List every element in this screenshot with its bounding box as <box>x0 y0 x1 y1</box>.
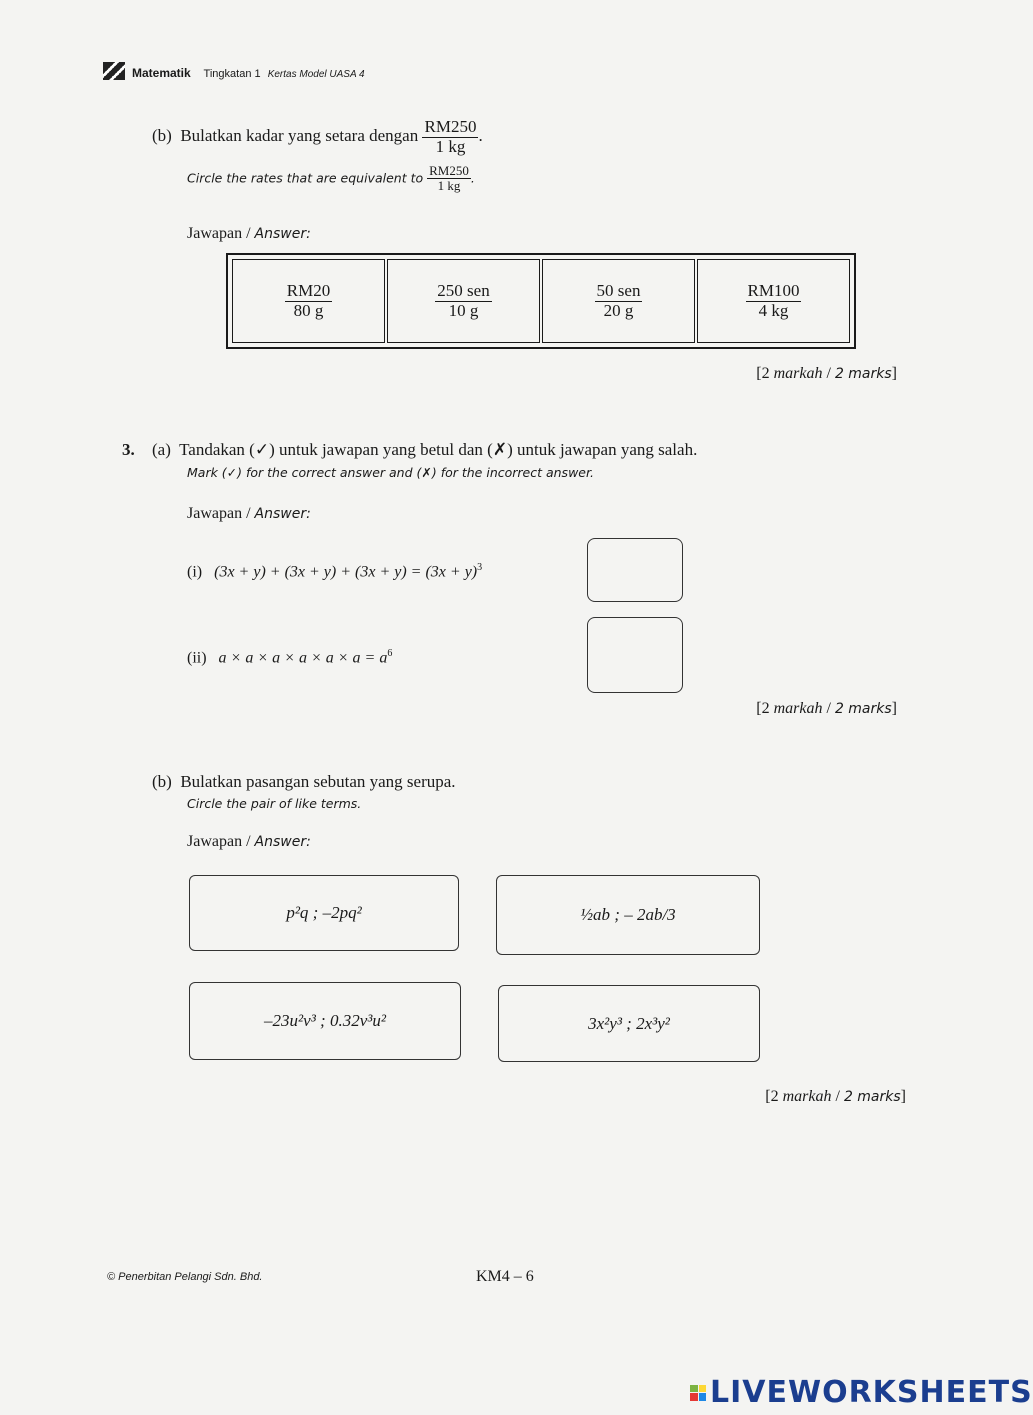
q3a-english-text: Mark (✓) for the correct answer and (✗) for the incorrect answer. <box>187 465 594 480</box>
liveworksheets-icon <box>690 1385 706 1401</box>
q3a-item-i-answer-box[interactable] <box>587 538 683 602</box>
q3-number: 3. <box>122 440 135 459</box>
q3b-marks: [2 markah / 2 marks] <box>765 1088 906 1105</box>
q3a-item-ii: (ii) $a \times a \times a \times a \times a \times a = a^6$ <box>187 648 393 667</box>
rate-option-2[interactable]: $\frac{\text{250 sen}}{10 g}$ <box>387 259 540 343</box>
q2b-marks: [2 markah / 2 marks] <box>756 365 897 382</box>
page-header: Matematik Tingkatan 1 Kertas Model UASA 4 <box>132 66 365 80</box>
q3b-malay-text: (b) Bulatkan pasangan sebutan yang serupa. <box>152 772 456 791</box>
q3a-marks: [2 markah / 2 marks] <box>756 700 897 717</box>
q3a-malay-text: (a) Tandakan (✓) untuk jawapan yang betul dan (✗) untuk jawapan yang salah. <box>152 440 698 459</box>
q2b-answer-label: Jawapan / Answer: <box>187 225 311 242</box>
q3a-answer-label: Jawapan / Answer: <box>187 505 311 522</box>
q2b-rate-fraction-en: $\frac{RM250}{1 kg}$ <box>429 163 469 194</box>
q2b-english-text: Circle the rates that are equivalent to $\frac{RM250}{1 kg}$ . <box>187 163 475 194</box>
q3a-item-i: (i) $(3x + y) + (3x + y) + (3x + y) = (3x + y)^3$ <box>187 562 483 581</box>
q3b-english-text: Circle the pair of like terms. <box>187 796 362 811</box>
copyright: © Penerbitan Pelangi Sdn. Bhd. <box>107 1271 263 1283</box>
q3b-answer-label: Jawapan / Answer: <box>187 833 311 850</box>
page-number: KM4 – 6 <box>476 1268 534 1285</box>
pair-option-4[interactable]: 3x²y³ ; 2x³y² <box>498 985 760 1062</box>
publisher-logo <box>103 62 125 80</box>
rate-option-4[interactable]: $\frac{RM100}{4 kg}$ <box>697 259 850 343</box>
pair-option-1[interactable]: p²q ; –2pq² <box>189 875 459 951</box>
rate-options-table <box>226 253 856 349</box>
rate-option-1[interactable]: $\frac{RM20}{80 g}$ <box>232 259 385 343</box>
pair-option-3[interactable]: –23u²v³ ; 0.32v³u² <box>189 982 461 1060</box>
q2b-rate-fraction: $\frac{RM250}{1 kg}$ <box>424 117 477 156</box>
q3a-item-ii-answer-box[interactable] <box>587 617 683 693</box>
pair-option-2[interactable]: ½ab ; – 2ab/3 <box>496 875 760 955</box>
liveworksheets-logo: LIVEWORKSHEETS <box>690 1375 1033 1410</box>
q2b-malay-text: (b) Bulatkan kadar yang setara dengan $\frac{RM250}{1 kg}$ . <box>152 117 483 156</box>
rate-option-3[interactable]: $\frac{\text{50 sen}}{20 g}$ <box>542 259 695 343</box>
